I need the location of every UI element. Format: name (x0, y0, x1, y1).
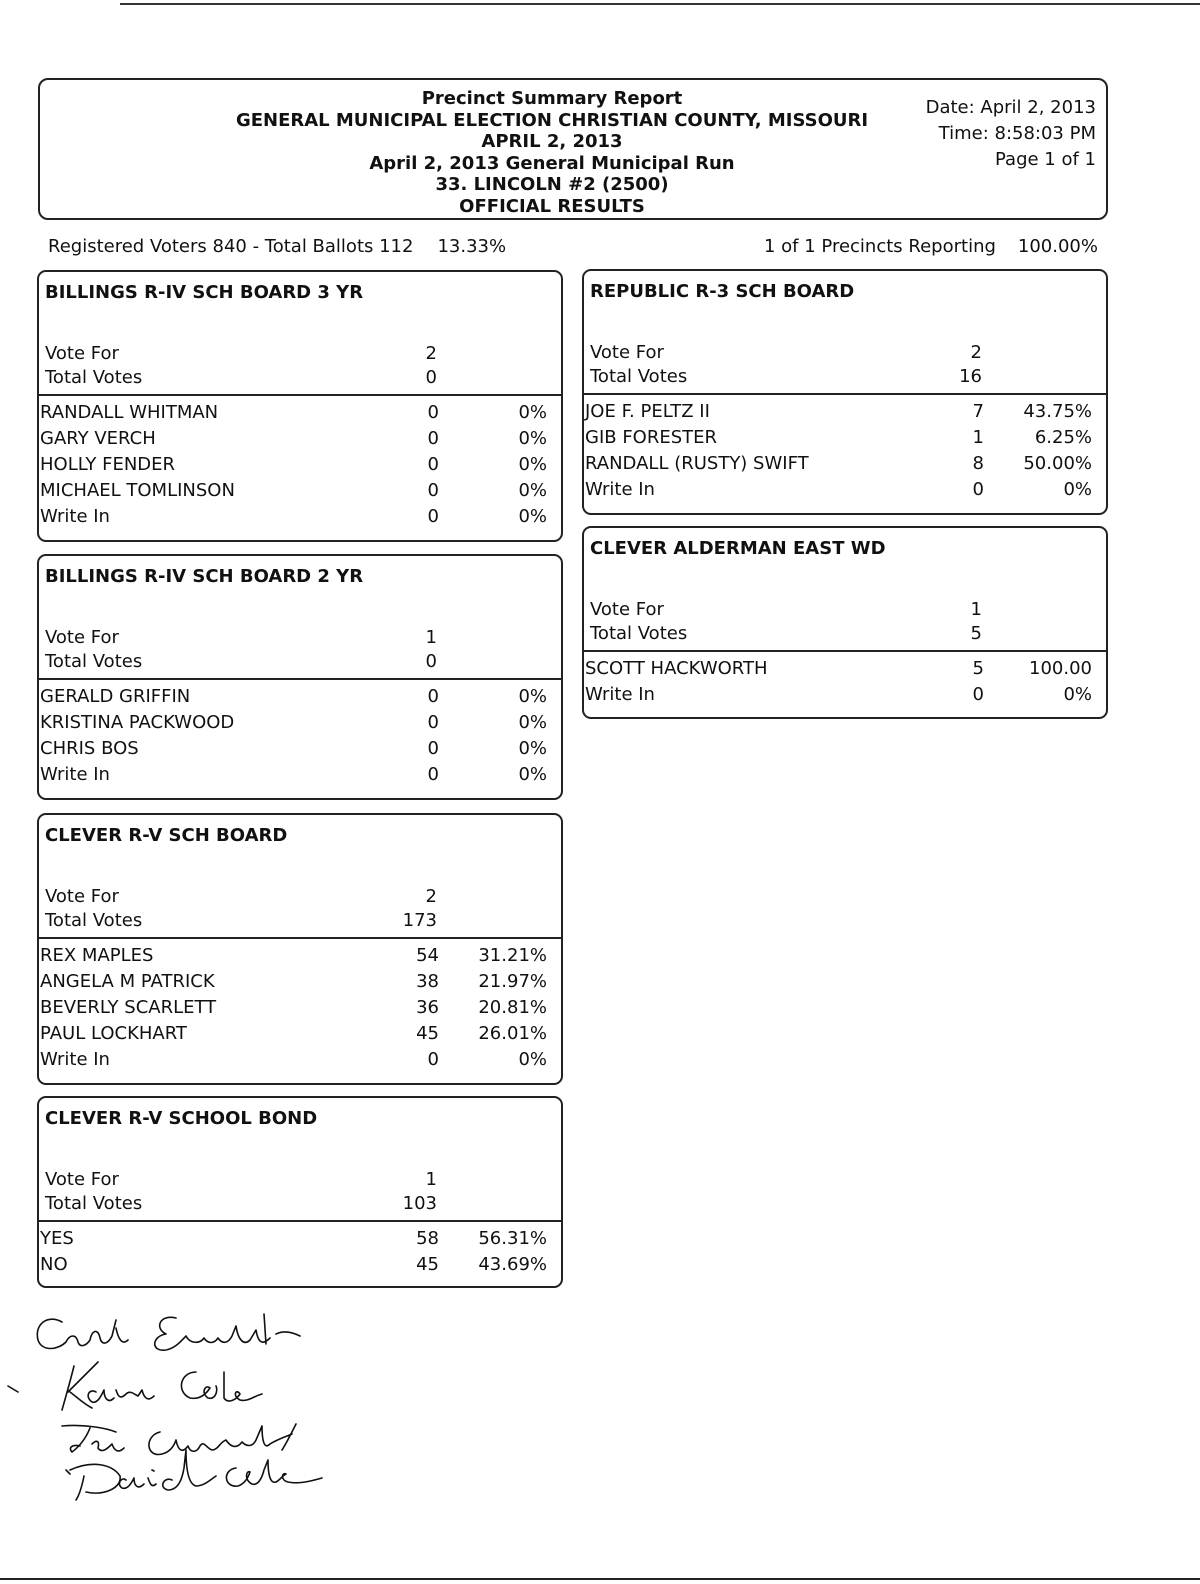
candidate-votes: 45 (416, 1023, 439, 1044)
vote-for-label: Vote For (45, 886, 119, 907)
candidate-percent: 0% (518, 686, 547, 707)
race-title: CLEVER R-V SCH BOARD (45, 825, 288, 846)
signatures (0, 1300, 360, 1510)
report-time: Time: 8:58:03 PM (938, 123, 1096, 144)
candidate-name: Write In (40, 506, 110, 527)
margin-mark (8, 1386, 18, 1392)
race-box-billings-2yr (37, 554, 563, 800)
race-box-clever-bond (37, 1096, 563, 1288)
race-divider (584, 393, 1106, 395)
signature-1 (37, 1314, 300, 1350)
total-votes-value: 0 (425, 367, 437, 388)
candidate-percent: 0% (518, 506, 547, 527)
candidate-name: RANDALL WHITMAN (40, 402, 219, 423)
candidate-votes: 0 (972, 684, 984, 705)
race-box-clever-alderman (582, 526, 1108, 719)
total-votes-label: Total Votes (590, 623, 688, 644)
candidate-name: GERALD GRIFFIN (40, 686, 191, 707)
candidate-votes: 0 (427, 402, 439, 423)
candidate-row (39, 995, 561, 1021)
candidate-row (39, 400, 561, 426)
candidate-votes: 38 (416, 971, 439, 992)
race-divider (39, 394, 561, 396)
candidate-votes: 58 (416, 1228, 439, 1249)
candidate-name: NO (40, 1254, 68, 1275)
candidate-votes: 0 (427, 686, 439, 707)
race-box-clever-board (37, 813, 563, 1085)
candidate-name: GARY VERCH (40, 428, 156, 449)
total-votes-label: Total Votes (590, 366, 688, 387)
total-votes-label: Total Votes (45, 1193, 143, 1214)
report-meta (926, 95, 1096, 173)
candidate-percent: 31.21% (478, 945, 547, 966)
candidate-row (39, 1021, 561, 1047)
candidate-percent: 0% (518, 738, 547, 759)
candidate-percent: 0% (1063, 479, 1092, 500)
candidate-name: REX MAPLES (40, 945, 154, 966)
candidate-percent: 0% (518, 402, 547, 423)
candidate-name: Write In (40, 1049, 110, 1070)
candidate-name: GIB FORESTER (585, 427, 718, 448)
candidate-percent: 50.00% (1023, 453, 1092, 474)
race-title: REPUBLIC R-3 SCH BOARD (590, 281, 855, 302)
candidate-row (39, 684, 561, 710)
voter-stats (48, 236, 506, 257)
candidate-name: JOE F. PELTZ II (585, 401, 710, 422)
vote-for-value: 1 (425, 1169, 437, 1190)
vote-for-label: Vote For (590, 599, 664, 620)
candidate-percent: 20.81% (478, 997, 547, 1018)
candidate-votes: 7 (972, 401, 984, 422)
candidate-votes: 0 (427, 712, 439, 733)
turnout-percent: 13.33% (437, 236, 507, 257)
total-votes-label: Total Votes (45, 651, 143, 672)
candidate-row (39, 452, 561, 478)
total-votes-value: 0 (425, 651, 437, 672)
precinct-name: 33. LINCOLN #2 (2500) (435, 174, 669, 195)
precincts-reporting: 1 of 1 Precincts Reporting (764, 236, 996, 257)
race-box-billings-3yr (37, 270, 563, 542)
vote-for-label: Vote For (45, 1169, 119, 1190)
race-divider (39, 678, 561, 680)
candidate-name: Write In (40, 764, 110, 785)
candidate-percent: 43.69% (478, 1254, 547, 1275)
candidate-row (39, 504, 561, 530)
race-title: CLEVER ALDERMAN EAST WD (590, 538, 886, 559)
candidate-percent: 0% (518, 480, 547, 501)
vote-for-value: 2 (425, 886, 437, 907)
candidate-votes: 36 (416, 997, 439, 1018)
candidate-name: CHRIS BOS (40, 738, 139, 759)
candidate-row (584, 477, 1106, 503)
report-title: Precinct Summary Report (421, 88, 683, 109)
candidate-row (39, 710, 561, 736)
page-number: Page 1 of 1 (995, 149, 1096, 170)
results-status: OFFICIAL RESULTS (459, 195, 645, 217)
race-title: CLEVER R-V SCHOOL BOND (45, 1108, 318, 1129)
total-votes-value: 16 (959, 366, 982, 387)
candidate-name: PAUL LOCKHART (40, 1023, 187, 1044)
candidate-percent: 0% (518, 712, 547, 733)
candidate-row (39, 478, 561, 504)
candidate-percent: 0% (518, 454, 547, 475)
scan-bottom-edge (0, 1578, 1200, 1580)
candidate-name: RANDALL (RUSTY) SWIFT (585, 453, 809, 474)
race-divider (39, 937, 561, 939)
candidate-row (39, 762, 561, 788)
total-votes-label: Total Votes (45, 367, 143, 388)
total-votes-label: Total Votes (45, 910, 143, 931)
candidate-row (39, 1252, 561, 1278)
candidate-row (584, 425, 1106, 451)
total-votes-value: 5 (970, 623, 982, 644)
race-divider (584, 650, 1106, 652)
candidate-percent: 43.75% (1023, 401, 1092, 422)
candidate-name: Write In (585, 684, 655, 705)
candidate-votes: 0 (427, 738, 439, 759)
candidate-votes: 0 (427, 480, 439, 501)
candidate-name: SCOTT HACKWORTH (585, 658, 768, 679)
candidate-row (39, 943, 561, 969)
registered-ballots: Registered Voters 840 - Total Ballots 112 (48, 236, 414, 257)
candidate-row (584, 656, 1106, 682)
candidate-row (584, 399, 1106, 425)
election-date: APRIL 2, 2013 (481, 131, 623, 152)
candidate-name: YES (40, 1228, 74, 1249)
vote-for-value: 1 (425, 627, 437, 648)
signature-2 (62, 1362, 262, 1410)
candidate-votes: 0 (427, 428, 439, 449)
candidate-percent: 6.25% (1034, 427, 1092, 448)
candidate-name: BEVERLY SCARLETT (40, 997, 217, 1018)
candidate-votes: 0 (427, 764, 439, 785)
race-box-republic-board (582, 269, 1108, 515)
candidate-votes: 54 (416, 945, 439, 966)
candidate-row (39, 1226, 561, 1252)
candidate-row (39, 969, 561, 995)
candidate-percent: 26.01% (478, 1023, 547, 1044)
candidate-name: Write In (585, 479, 655, 500)
total-votes-value: 173 (402, 910, 437, 931)
vote-for-label: Vote For (590, 342, 664, 363)
report-title-block (40, 88, 1064, 217)
run-name: April 2, 2013 General Municipal Run (369, 152, 735, 174)
race-title: BILLINGS R-IV SCH BOARD 2 YR (45, 566, 364, 587)
candidate-percent: 100.00 (1029, 658, 1092, 679)
candidate-votes: 1 (972, 427, 984, 448)
candidate-percent: 56.31% (478, 1228, 547, 1249)
candidate-votes: 0 (427, 454, 439, 475)
candidate-row (39, 1047, 561, 1073)
candidate-votes: 0 (427, 1049, 439, 1070)
candidate-name: MICHAEL TOMLINSON (40, 480, 235, 501)
candidate-row (584, 682, 1106, 708)
candidate-percent: 0% (518, 428, 547, 449)
candidate-percent: 0% (518, 764, 547, 785)
race-divider (39, 1220, 561, 1222)
scan-top-edge (120, 3, 1200, 5)
candidate-votes: 8 (972, 453, 984, 474)
candidate-row (584, 451, 1106, 477)
candidate-votes: 0 (427, 506, 439, 527)
candidate-name: HOLLY FENDER (40, 454, 176, 475)
vote-for-value: 2 (970, 342, 982, 363)
report-date: Date: April 2, 2013 (925, 97, 1096, 118)
vote-for-label: Vote For (45, 343, 119, 364)
candidate-row (39, 426, 561, 452)
signature-4 (66, 1450, 322, 1500)
candidate-percent: 0% (1063, 684, 1092, 705)
vote-for-label: Vote For (45, 627, 119, 648)
vote-for-value: 2 (425, 343, 437, 364)
signature-3 (62, 1424, 296, 1454)
candidate-votes: 0 (972, 479, 984, 500)
report-header (38, 78, 1108, 220)
precinct-stats (764, 236, 1098, 257)
candidate-percent: 21.97% (478, 971, 547, 992)
candidate-name: KRISTINA PACKWOOD (40, 712, 235, 733)
race-title: BILLINGS R-IV SCH BOARD 3 YR (45, 282, 364, 303)
precincts-percent: 100.00% (1017, 236, 1098, 257)
election-name: GENERAL MUNICIPAL ELECTION CHRISTIAN COUNTY, MISSOURI (235, 109, 869, 131)
vote-for-value: 1 (970, 599, 982, 620)
candidate-name: ANGELA M PATRICK (40, 971, 215, 992)
candidate-votes: 5 (972, 658, 984, 679)
total-votes-value: 103 (402, 1193, 437, 1214)
candidate-votes: 45 (416, 1254, 439, 1275)
candidate-percent: 0% (518, 1049, 547, 1070)
candidate-row (39, 736, 561, 762)
